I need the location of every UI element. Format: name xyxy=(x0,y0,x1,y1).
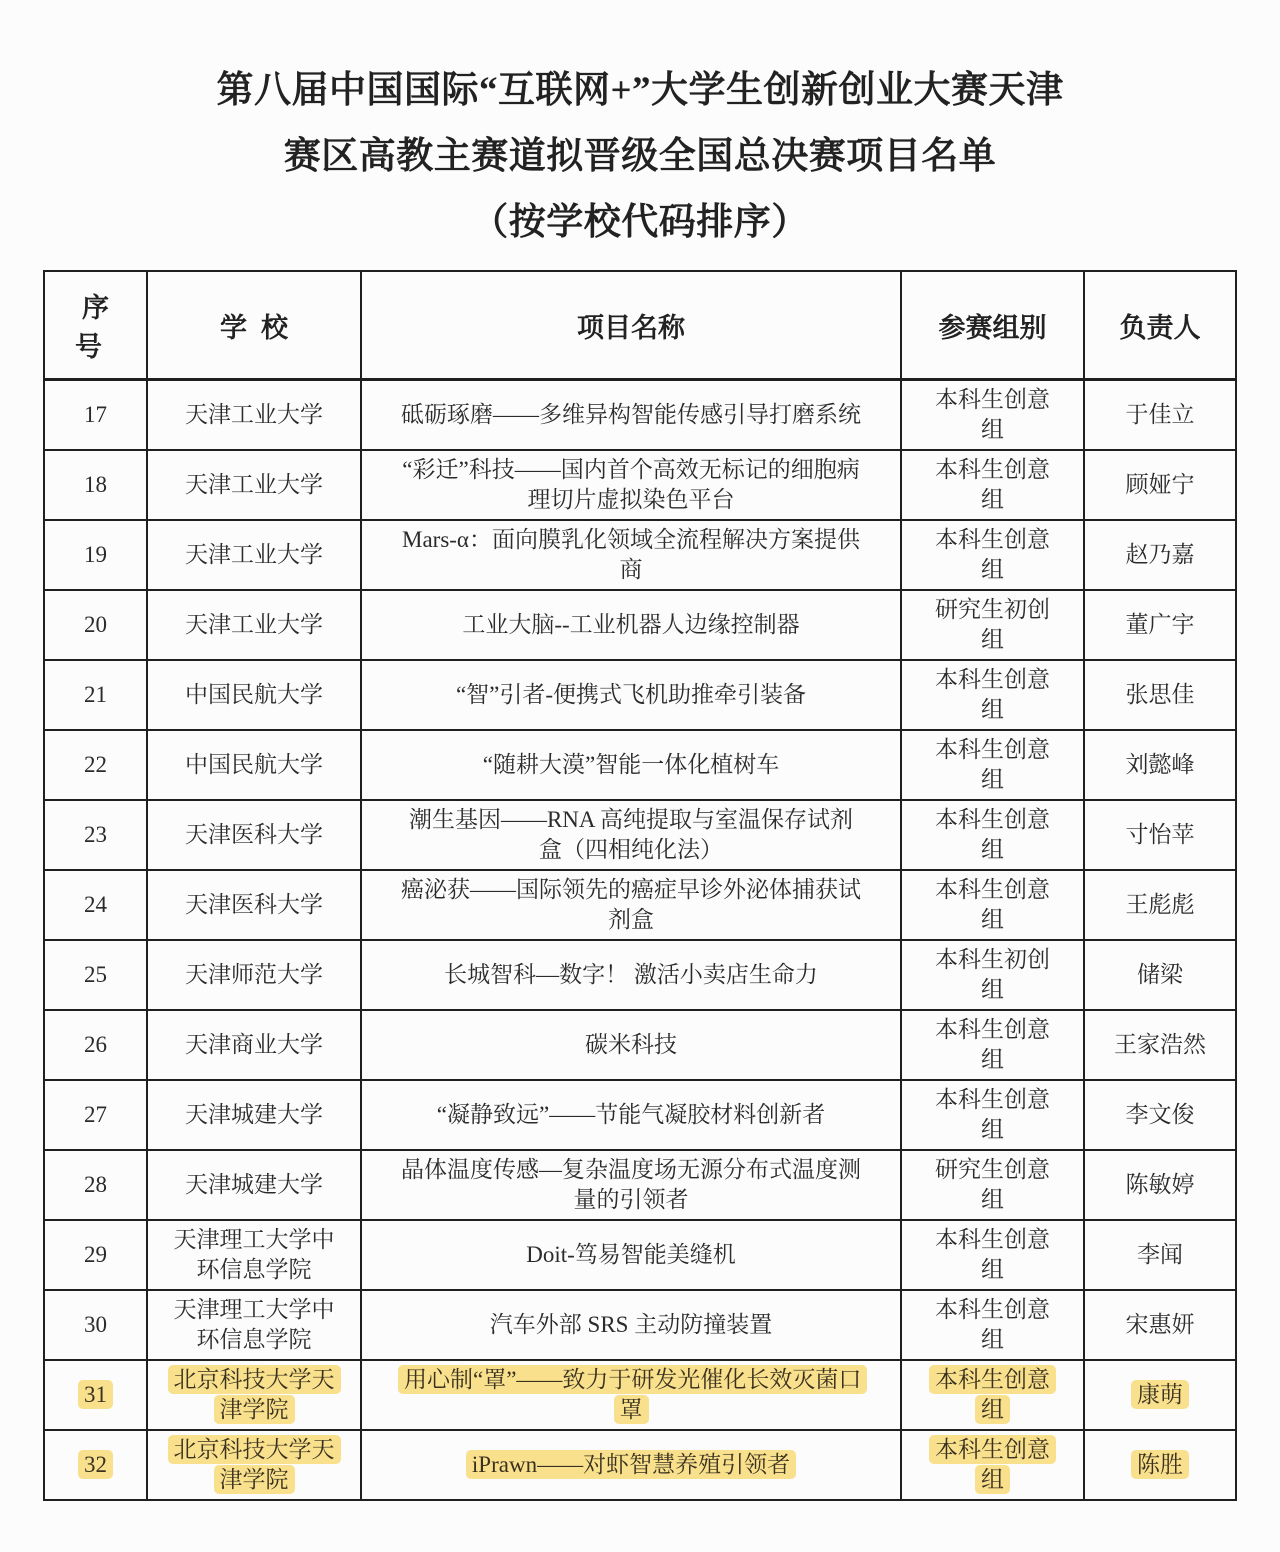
project-name: Mars-α：面向膜乳化领域全流程解决方案提供商 xyxy=(402,527,860,582)
project-name: 潮生基因——RNA 高纯提取与室温保存试剂盒（四相纯化法） xyxy=(408,807,854,862)
group-name: 本科生创意组 xyxy=(935,457,1050,512)
leader-name: 王家浩然 xyxy=(1114,1032,1206,1057)
group-name: 本科生创意组 xyxy=(935,1227,1050,1282)
group-name: 本科生创意组 xyxy=(935,737,1050,792)
project-name: 碳米科技 xyxy=(585,1032,677,1057)
row-number: 22 xyxy=(84,752,107,777)
col-header-leader: 负责人 xyxy=(1084,271,1236,380)
group-name: 本科生创意组 xyxy=(935,527,1050,582)
table-row xyxy=(44,660,1236,730)
table-row xyxy=(44,870,1236,940)
school-name: 天津理工大学中环信息学院 xyxy=(173,1297,335,1352)
leader-name: 王彪彪 xyxy=(1125,892,1195,917)
col-header-no: 序号 xyxy=(44,271,147,380)
row-number: 19 xyxy=(84,542,107,567)
row-number: 24 xyxy=(84,892,107,917)
leader-name: 赵乃嘉 xyxy=(1125,542,1195,567)
group-name: 研究生初创组 xyxy=(935,597,1050,652)
school-name: 天津工业大学 xyxy=(185,612,323,637)
leader-name: 陈敏婷 xyxy=(1125,1172,1195,1197)
row-number: 29 xyxy=(84,1242,107,1267)
project-name: “随耕大漠”智能一体化植树车 xyxy=(482,752,780,777)
col-header-school: 学校 xyxy=(147,271,361,380)
row-number: 31 xyxy=(78,1380,113,1409)
leader-name: 张思佳 xyxy=(1125,682,1195,707)
project-name: 用心制“罩”——致力于研发光催化长效灭菌口罩 xyxy=(398,1365,867,1424)
project-name: 癌泌获——国际领先的癌症早诊外泌体捕获试剂盒 xyxy=(401,877,861,932)
project-name: 砥砺琢磨——多维异构智能传感引导打磨系统 xyxy=(401,402,861,427)
title-line-2: 赛区高教主赛道拟晋级全国总决赛项目名单 xyxy=(283,136,997,177)
table-row xyxy=(44,1290,1236,1360)
table-row xyxy=(44,1010,1236,1080)
leader-name: 顾娅宁 xyxy=(1125,472,1195,497)
table-row xyxy=(44,590,1236,660)
group-name: 本科生创意组 xyxy=(935,1017,1050,1072)
leader-name: 董广宇 xyxy=(1125,612,1195,637)
school-name: 中国民航大学 xyxy=(185,752,323,777)
leader-name: 李闻 xyxy=(1137,1242,1183,1267)
group-name: 本科生创意组 xyxy=(935,387,1050,442)
row-number: 27 xyxy=(84,1102,107,1127)
group-name: 本科生创意组 xyxy=(935,667,1050,722)
project-name: “彩迁”科技——国内首个高效无标记的细胞病理切片虚拟染色平台 xyxy=(402,457,860,512)
group-name: 本科生创意组 xyxy=(929,1365,1056,1424)
school-name: 北京科技大学天津学院 xyxy=(168,1365,341,1424)
row-number: 30 xyxy=(84,1312,107,1337)
school-name: 北京科技大学天津学院 xyxy=(168,1435,341,1494)
project-name: “智”引者-便携式飞机助推牵引装备 xyxy=(455,682,807,707)
project-name: “凝静致远”——节能气凝胶材料创新者 xyxy=(436,1102,826,1127)
projects-table xyxy=(43,270,1237,1501)
row-number: 25 xyxy=(84,962,107,987)
group-name: 本科生创意组 xyxy=(935,807,1050,862)
leader-name: 宋惠妍 xyxy=(1125,1312,1195,1337)
row-number: 17 xyxy=(84,402,107,427)
group-name: 本科生初创组 xyxy=(935,947,1050,1002)
school-name: 天津医科大学 xyxy=(185,892,323,917)
school-name: 天津师范大学 xyxy=(185,962,323,987)
project-name: Doit-笃易智能美缝机 xyxy=(526,1242,736,1267)
leader-name: 李文俊 xyxy=(1125,1102,1195,1127)
row-number: 20 xyxy=(84,612,107,637)
table-row xyxy=(44,1080,1236,1150)
title-line-3: （按学校代码排序） xyxy=(471,202,809,243)
table-row xyxy=(44,380,1236,451)
title-line-1: 第八届中国国际“互联网+”大学生创新创业大赛天津 xyxy=(216,70,1064,111)
project-name: 汽车外部 SRS 主动防撞装置 xyxy=(489,1312,773,1337)
row-number: 32 xyxy=(78,1450,113,1479)
school-name: 天津城建大学 xyxy=(185,1172,323,1197)
leader-name: 刘懿峰 xyxy=(1125,752,1195,777)
table-row xyxy=(44,940,1236,1010)
row-number: 21 xyxy=(84,682,107,707)
project-name: iPrawn——对虾智慧养殖引领者 xyxy=(466,1450,796,1479)
school-name: 天津商业大学 xyxy=(185,1032,323,1057)
row-number: 28 xyxy=(84,1172,107,1197)
row-number: 18 xyxy=(84,472,107,497)
leader-name: 储梁 xyxy=(1137,962,1183,987)
leader-name: 康萌 xyxy=(1131,1380,1189,1409)
group-name: 本科生创意组 xyxy=(935,1087,1050,1142)
school-name: 天津工业大学 xyxy=(185,472,323,497)
school-name: 天津工业大学 xyxy=(185,402,323,427)
table-row xyxy=(44,520,1236,590)
table-row xyxy=(44,800,1236,870)
group-name: 研究生创意组 xyxy=(935,1157,1050,1212)
col-header-project: 项目名称 xyxy=(361,271,901,380)
school-name: 中国民航大学 xyxy=(185,682,323,707)
project-name: 工业大脑--工业机器人边缘控制器 xyxy=(462,612,800,637)
table-row xyxy=(44,1220,1236,1290)
school-name: 天津理工大学中环信息学院 xyxy=(173,1227,335,1282)
table-row xyxy=(44,1150,1236,1220)
document-title xyxy=(0,58,1280,256)
school-name: 天津城建大学 xyxy=(185,1102,323,1127)
row-number: 23 xyxy=(84,822,107,847)
project-name: 晶体温度传感—复杂温度场无源分布式温度测量的引领者 xyxy=(401,1157,861,1212)
table-row xyxy=(44,1360,1236,1430)
table-row xyxy=(44,450,1236,520)
group-name: 本科生创意组 xyxy=(929,1435,1056,1494)
leader-name: 寸怡苹 xyxy=(1125,822,1195,847)
col-header-group: 参赛组别 xyxy=(901,271,1084,380)
group-name: 本科生创意组 xyxy=(935,877,1050,932)
school-name: 天津医科大学 xyxy=(185,822,323,847)
table-row xyxy=(44,1430,1236,1500)
project-name: 长城智科—数字！ 激活小卖店生命力 xyxy=(444,962,818,987)
leader-name: 于佳立 xyxy=(1125,402,1195,427)
group-name: 本科生创意组 xyxy=(935,1297,1050,1352)
row-number: 26 xyxy=(84,1032,107,1057)
leader-name: 陈胜 xyxy=(1131,1450,1189,1479)
school-name: 天津工业大学 xyxy=(185,542,323,567)
header-row xyxy=(44,271,1236,380)
table-row xyxy=(44,730,1236,800)
